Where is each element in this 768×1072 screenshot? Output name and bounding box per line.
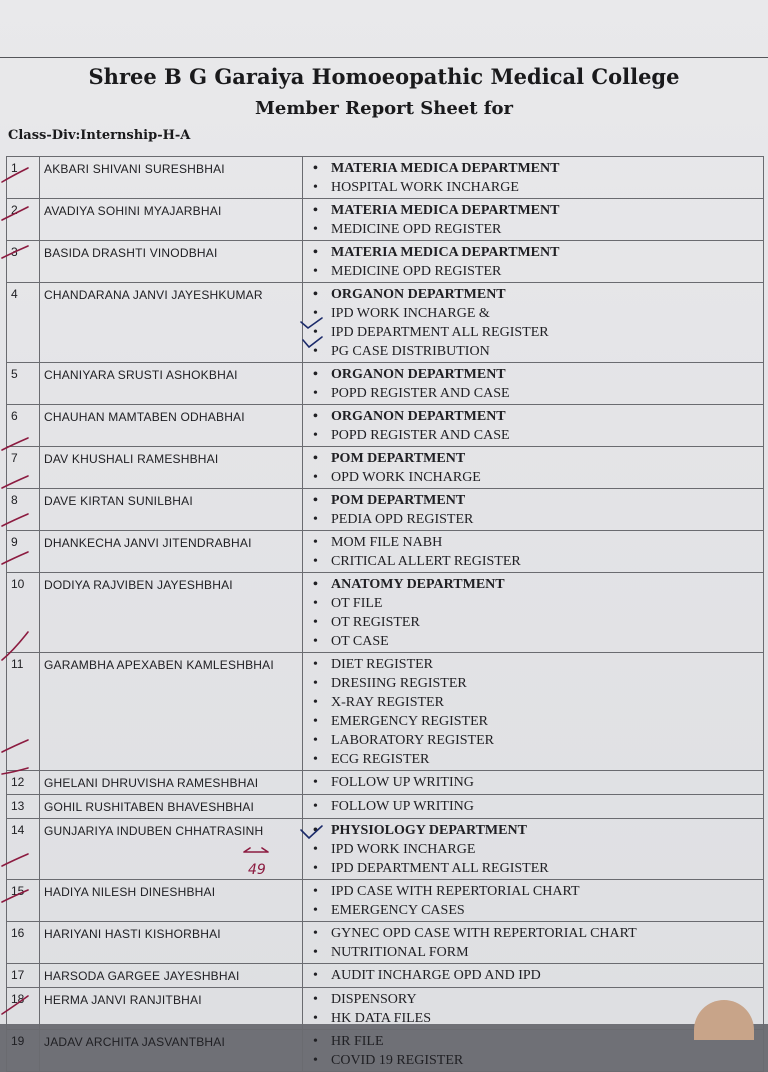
serial-number: 2 xyxy=(7,199,40,241)
member-name: DAVE KIRTAN SUNILBHAI xyxy=(40,489,303,531)
duty-list xyxy=(309,655,763,769)
duty-item: • POPD REGISTER AND CASE xyxy=(309,426,763,445)
duty-item: • HK DATA FILES xyxy=(309,1009,763,1028)
serial-number: 10 xyxy=(7,573,40,653)
table-row xyxy=(7,241,764,283)
class-division-label: Class-Div:Internship-H-A xyxy=(8,128,191,143)
member-name: CHANDARANA JANVI JAYESHKUMAR xyxy=(40,283,303,363)
duty-item: • ORGANON DEPARTMENT xyxy=(309,407,763,426)
duty-item: • MATERIA MEDICA DEPARTMENT xyxy=(309,201,763,220)
member-report-table xyxy=(6,156,764,1072)
duty-item: • MOM FILE NABH xyxy=(309,533,763,552)
serial-number: 13 xyxy=(7,795,40,819)
duty-list xyxy=(309,575,763,651)
duty-list xyxy=(309,243,763,281)
duty-item: • PHYSIOLOGY DEPARTMENT xyxy=(309,821,763,840)
duty-list xyxy=(309,966,763,985)
member-name: CHAUHAN MAMTABEN ODHABHAI xyxy=(40,405,303,447)
duty-item: • CRITICAL ALLERT REGISTER xyxy=(309,552,763,571)
duty-item: • ORGANON DEPARTMENT xyxy=(309,285,763,304)
serial-number: 11 xyxy=(7,653,40,771)
duty-list xyxy=(309,201,763,239)
member-name: HARSODA GARGEE JAYESHBHAI xyxy=(40,964,303,988)
table-row xyxy=(7,199,764,241)
duty-list xyxy=(309,773,763,792)
serial-number: 17 xyxy=(7,964,40,988)
duty-item: • OT REGISTER xyxy=(309,613,763,632)
duty-cell xyxy=(303,653,764,771)
duty-item: • PEDIA OPD REGISTER xyxy=(309,510,763,529)
member-name: HERMA JANVI RANJITBHAI xyxy=(40,988,303,1030)
member-name: GARAMBHA APEXABEN KAMLESHBHAI xyxy=(40,653,303,771)
member-name: AKBARI SHIVANI SURESHBHAI xyxy=(40,157,303,199)
serial-number: 4 xyxy=(7,283,40,363)
duty-cell xyxy=(303,199,764,241)
duty-cell xyxy=(303,447,764,489)
duty-item: • POM DEPARTMENT xyxy=(309,491,763,510)
duty-list xyxy=(309,285,763,361)
duty-list xyxy=(309,797,763,816)
table-row xyxy=(7,283,764,363)
duty-item: • ANATOMY DEPARTMENT xyxy=(309,575,763,594)
duty-cell xyxy=(303,157,764,199)
member-name: GHELANI DHRUVISHA RAMESHBHAI xyxy=(40,771,303,795)
duty-cell xyxy=(303,363,764,405)
duty-item: • OT CASE xyxy=(309,632,763,651)
duty-list xyxy=(309,533,763,571)
duty-item: • FOLLOW UP WRITING xyxy=(309,773,763,792)
top-rule xyxy=(0,57,768,58)
serial-number: 12 xyxy=(7,771,40,795)
table-row xyxy=(7,988,764,1030)
duty-item: • DISPENSORY xyxy=(309,990,763,1009)
duty-list xyxy=(309,821,763,878)
duty-item: • IPD DEPARTMENT ALL REGISTER xyxy=(309,323,763,342)
table-row xyxy=(7,795,764,819)
table-row xyxy=(7,964,764,988)
duty-item: • MEDICINE OPD REGISTER xyxy=(309,220,763,239)
serial-number: 9 xyxy=(7,531,40,573)
duty-item: • IPD WORK INCHARGE & xyxy=(309,304,763,323)
duty-list xyxy=(309,924,763,962)
member-name: CHANIYARA SRUSTI ASHOKBHAI xyxy=(40,363,303,405)
table-row xyxy=(7,771,764,795)
duty-item: • PG CASE DISTRIBUTION xyxy=(309,342,763,361)
table-row xyxy=(7,447,764,489)
duty-item: • EMERGENCY REGISTER xyxy=(309,712,763,731)
member-name: DODIYA RAJVIBEN JAYESHBHAI xyxy=(40,573,303,653)
table-row xyxy=(7,157,764,199)
duty-cell xyxy=(303,405,764,447)
serial-number: 5 xyxy=(7,363,40,405)
member-name: BASIDA DRASHTI VINODBHAI xyxy=(40,241,303,283)
duty-item: • MEDICINE OPD REGISTER xyxy=(309,262,763,281)
serial-number: 16 xyxy=(7,922,40,964)
duty-item: • OPD WORK INCHARGE xyxy=(309,468,763,487)
duty-cell xyxy=(303,573,764,653)
duty-cell xyxy=(303,283,764,363)
duty-item: • IPD WORK INCHARGE xyxy=(309,840,763,859)
serial-number: 1 xyxy=(7,157,40,199)
duty-item: • POM DEPARTMENT xyxy=(309,449,763,468)
duty-cell xyxy=(303,964,764,988)
table-row xyxy=(7,363,764,405)
duty-cell xyxy=(303,489,764,531)
duty-cell xyxy=(303,241,764,283)
table-row xyxy=(7,653,764,771)
duty-cell xyxy=(303,531,764,573)
duty-item: • IPD CASE WITH REPERTORIAL CHART xyxy=(309,882,763,901)
duty-item: • GYNEC OPD CASE WITH REPERTORIAL CHART xyxy=(309,924,763,943)
duty-item: • HR FILE xyxy=(309,1032,763,1051)
table-row xyxy=(7,573,764,653)
duty-item: • X-RAY REGISTER xyxy=(309,693,763,712)
duty-cell xyxy=(303,819,764,880)
member-name: JADAV ARCHITA JASVANTBHAI xyxy=(40,1030,303,1072)
table-row xyxy=(7,880,764,922)
duty-item: • IPD DEPARTMENT ALL REGISTER xyxy=(309,859,763,878)
member-name: HARIYANI HASTI KISHORBHAI xyxy=(40,922,303,964)
duty-item: • EMERGENCY CASES xyxy=(309,901,763,920)
duty-item: • OT FILE xyxy=(309,594,763,613)
duty-cell xyxy=(303,771,764,795)
duty-cell xyxy=(303,795,764,819)
member-name: DHANKECHA JANVI JITENDRABHAI xyxy=(40,531,303,573)
member-name: AVADIYA SOHINI MYAJARBHAI xyxy=(40,199,303,241)
duty-list xyxy=(309,449,763,487)
duty-item: • MATERIA MEDICA DEPARTMENT xyxy=(309,243,763,262)
duty-item: • DRESIING REGISTER xyxy=(309,674,763,693)
member-name: HADIYA NILESH DINESHBHAI xyxy=(40,880,303,922)
table-row xyxy=(7,819,764,880)
duty-item: • ORGANON DEPARTMENT xyxy=(309,365,763,384)
duty-item: • POPD REGISTER AND CASE xyxy=(309,384,763,403)
duty-item: • NUTRITIONAL FORM xyxy=(309,943,763,962)
serial-number: 14 xyxy=(7,819,40,880)
serial-number: 18 xyxy=(7,988,40,1030)
table-row xyxy=(7,922,764,964)
member-name: GOHIL RUSHITABEN BHAVESHBHAI xyxy=(40,795,303,819)
table-row xyxy=(7,405,764,447)
duty-item: • AUDIT INCHARGE OPD AND IPD xyxy=(309,966,763,985)
duty-cell xyxy=(303,880,764,922)
duty-list xyxy=(309,491,763,529)
table-row xyxy=(7,1030,764,1072)
duty-item: • COVID 19 REGISTER xyxy=(309,1051,763,1070)
handwritten-note: 49 xyxy=(248,862,266,878)
serial-number: 19 xyxy=(7,1030,40,1072)
serial-number: 8 xyxy=(7,489,40,531)
serial-number: 7 xyxy=(7,447,40,489)
report-subtitle: Member Report Sheet for xyxy=(254,98,514,119)
duty-list xyxy=(309,365,763,403)
college-title: Shree B G Garaiya Homoeopathic Medical College xyxy=(88,64,680,89)
serial-number: 3 xyxy=(7,241,40,283)
duty-item: • LABORATORY REGISTER xyxy=(309,731,763,750)
member-name: GUNJARIYA INDUBEN CHHATRASINH xyxy=(40,819,303,880)
duty-item: • HOSPITAL WORK INCHARGE xyxy=(309,178,763,197)
duty-list xyxy=(309,407,763,445)
duty-list xyxy=(309,159,763,197)
duty-item: • MATERIA MEDICA DEPARTMENT xyxy=(309,159,763,178)
table-row xyxy=(7,489,764,531)
duty-cell xyxy=(303,922,764,964)
duty-item: • DIET REGISTER xyxy=(309,655,763,674)
duty-item: • FOLLOW UP WRITING xyxy=(309,797,763,816)
duty-item: • ECG REGISTER xyxy=(309,750,763,769)
serial-number: 15 xyxy=(7,880,40,922)
serial-number: 6 xyxy=(7,405,40,447)
table-row xyxy=(7,531,764,573)
duty-list xyxy=(309,882,763,920)
member-name: DAV KHUSHALI RAMESHBHAI xyxy=(40,447,303,489)
